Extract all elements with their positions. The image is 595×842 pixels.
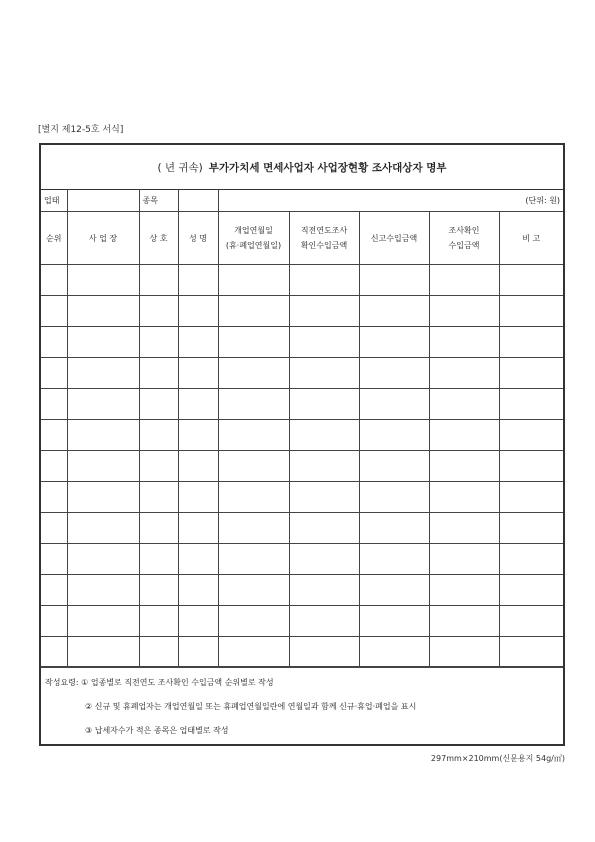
table-cell[interactable] xyxy=(289,637,359,668)
table-cell[interactable] xyxy=(41,575,67,606)
table-cell[interactable] xyxy=(359,420,429,451)
register-form xyxy=(39,143,565,746)
table-cell[interactable] xyxy=(289,296,359,327)
table-cell[interactable] xyxy=(41,606,67,637)
table-cell[interactable] xyxy=(289,575,359,606)
table-cell[interactable] xyxy=(289,513,359,544)
table-cell[interactable] xyxy=(178,482,218,513)
table-cell[interactable] xyxy=(67,575,139,606)
table-cell[interactable] xyxy=(178,389,218,420)
table-cell[interactable] xyxy=(429,451,499,482)
table-row xyxy=(41,606,563,637)
table-body xyxy=(41,265,563,668)
col-name: 성 명 xyxy=(178,212,218,265)
table-cell[interactable] xyxy=(499,327,563,358)
table-cell[interactable] xyxy=(429,513,499,544)
table-row xyxy=(41,420,563,451)
table-row xyxy=(41,513,563,544)
table-cell[interactable] xyxy=(289,482,359,513)
table-cell[interactable] xyxy=(41,482,67,513)
table-cell[interactable] xyxy=(41,544,67,575)
table-cell[interactable] xyxy=(499,389,563,420)
table-cell[interactable] xyxy=(359,544,429,575)
table-cell[interactable] xyxy=(139,544,178,575)
form-label: [별지 제12-5호 서식] xyxy=(38,125,124,135)
table-cell[interactable] xyxy=(289,606,359,637)
table-cell[interactable] xyxy=(359,637,429,668)
table-cell[interactable] xyxy=(67,420,139,451)
table-cell[interactable] xyxy=(218,389,289,420)
table-cell[interactable] xyxy=(178,358,218,389)
paper-spec: 297mm×210mm(신문용지 54g/㎡) xyxy=(430,754,565,763)
col-remarks: 비 고 xyxy=(499,212,563,265)
col-business-place: 사 업 장 xyxy=(67,212,139,265)
table-cell[interactable] xyxy=(41,420,67,451)
table-cell[interactable] xyxy=(178,327,218,358)
table-cell[interactable] xyxy=(218,327,289,358)
table-cell[interactable] xyxy=(41,637,67,668)
col-confirmed-income: 조사확인 수입금액 xyxy=(429,212,499,265)
col-trade-name: 상 호 xyxy=(139,212,178,265)
table-cell[interactable] xyxy=(499,265,563,296)
table-cell[interactable] xyxy=(359,296,429,327)
table-cell[interactable] xyxy=(289,358,359,389)
table-cell[interactable] xyxy=(289,420,359,451)
title-main: 부가가치세 면세사업자 사업장현황 조사대상자 명부 xyxy=(208,161,447,174)
table-row xyxy=(41,389,563,420)
table-cell[interactable] xyxy=(178,420,218,451)
table-row xyxy=(41,265,563,296)
table-cell[interactable] xyxy=(429,358,499,389)
table-cell[interactable] xyxy=(218,544,289,575)
table-cell[interactable] xyxy=(139,265,178,296)
table-cell[interactable] xyxy=(289,451,359,482)
table-cell[interactable] xyxy=(218,637,289,668)
table-cell[interactable] xyxy=(218,451,289,482)
table-cell[interactable] xyxy=(429,389,499,420)
table-cell[interactable] xyxy=(218,575,289,606)
table-cell[interactable] xyxy=(499,544,563,575)
instruction-2: ② 신규 및 휴폐업자는 개업연월일 또는 휴폐업연월일란에 연월일과 함께 신규·휴업·폐업을 표시 xyxy=(85,702,417,711)
table-cell[interactable] xyxy=(67,544,139,575)
table-cell[interactable] xyxy=(289,265,359,296)
table-row xyxy=(41,451,563,482)
table-cell[interactable] xyxy=(139,513,178,544)
table-cell[interactable] xyxy=(67,513,139,544)
table-cell[interactable] xyxy=(218,513,289,544)
table-cell[interactable] xyxy=(67,389,139,420)
table-cell[interactable] xyxy=(499,296,563,327)
unit-label: (단위: 원) xyxy=(218,189,563,212)
table-cell[interactable] xyxy=(499,606,563,637)
table-cell[interactable] xyxy=(289,544,359,575)
table-row xyxy=(41,544,563,575)
table-cell[interactable] xyxy=(289,327,359,358)
table-cell[interactable] xyxy=(139,296,178,327)
table-cell[interactable] xyxy=(359,358,429,389)
table-cell[interactable] xyxy=(429,265,499,296)
table-cell[interactable] xyxy=(178,451,218,482)
table-cell[interactable] xyxy=(139,606,178,637)
item-label: 종목 xyxy=(139,189,178,212)
table-cell[interactable] xyxy=(178,575,218,606)
table-cell[interactable] xyxy=(67,637,139,668)
table-cell[interactable] xyxy=(139,327,178,358)
table-cell[interactable] xyxy=(139,451,178,482)
table-cell[interactable] xyxy=(67,358,139,389)
table-cell[interactable] xyxy=(218,482,289,513)
table-cell[interactable] xyxy=(178,296,218,327)
col-rank: 순위 xyxy=(41,212,67,265)
form-title xyxy=(41,145,563,190)
table-cell[interactable] xyxy=(499,637,563,668)
table-row xyxy=(41,482,563,513)
table-cell[interactable] xyxy=(67,451,139,482)
table-cell[interactable] xyxy=(499,482,563,513)
table-cell[interactable] xyxy=(67,296,139,327)
table-cell[interactable] xyxy=(429,544,499,575)
table-cell[interactable] xyxy=(499,420,563,451)
col-reported-income: 신고수입금액 xyxy=(359,212,429,265)
item-value[interactable] xyxy=(178,189,218,212)
table-cell[interactable] xyxy=(218,420,289,451)
table-cell[interactable] xyxy=(41,451,67,482)
table-cell[interactable] xyxy=(359,482,429,513)
table-cell[interactable] xyxy=(359,389,429,420)
table-cell[interactable] xyxy=(67,606,139,637)
table-cell[interactable] xyxy=(139,389,178,420)
table-cell[interactable] xyxy=(289,389,359,420)
table-cell[interactable] xyxy=(429,420,499,451)
industry-label: 업태 xyxy=(41,189,67,212)
table-cell[interactable] xyxy=(139,420,178,451)
table-cell[interactable] xyxy=(218,265,289,296)
col-open-date: 개업연월일 (휴·폐업연월일) xyxy=(218,212,289,265)
table-cell[interactable] xyxy=(429,482,499,513)
table-cell[interactable] xyxy=(429,575,499,606)
table-cell[interactable] xyxy=(41,358,67,389)
table-cell[interactable] xyxy=(41,389,67,420)
table-cell[interactable] xyxy=(139,637,178,668)
table-cell[interactable] xyxy=(139,358,178,389)
register-table xyxy=(41,189,563,668)
table-row xyxy=(41,575,563,606)
table-cell[interactable] xyxy=(67,482,139,513)
table-row xyxy=(41,637,563,668)
info-row xyxy=(41,189,563,212)
table-cell[interactable] xyxy=(67,265,139,296)
table-cell[interactable] xyxy=(429,606,499,637)
table-cell[interactable] xyxy=(178,513,218,544)
table-cell[interactable] xyxy=(139,575,178,606)
header-row xyxy=(41,212,563,265)
table-cell[interactable] xyxy=(429,296,499,327)
table-row xyxy=(41,327,563,358)
table-cell[interactable] xyxy=(41,513,67,544)
table-cell[interactable] xyxy=(178,606,218,637)
table-cell[interactable] xyxy=(429,637,499,668)
table-cell[interactable] xyxy=(139,482,178,513)
table-cell[interactable] xyxy=(218,606,289,637)
table-cell[interactable] xyxy=(359,606,429,637)
table-cell[interactable] xyxy=(218,296,289,327)
table-cell[interactable] xyxy=(499,575,563,606)
table-row xyxy=(41,296,563,327)
table-cell[interactable] xyxy=(41,296,67,327)
industry-value[interactable] xyxy=(67,189,139,212)
table-cell[interactable] xyxy=(178,544,218,575)
instructions xyxy=(41,666,563,747)
table-cell[interactable] xyxy=(499,358,563,389)
instruction-1: 작성요령: ① 업종별로 직전연도 조사확인 수입금액 순위별로 작성 xyxy=(45,678,274,687)
title-year-prefix: ( 년 귀속) xyxy=(157,161,203,174)
table-cell[interactable] xyxy=(359,513,429,544)
table-cell[interactable] xyxy=(178,637,218,668)
table-cell[interactable] xyxy=(41,327,67,358)
table-cell[interactable] xyxy=(218,358,289,389)
table-cell[interactable] xyxy=(429,327,499,358)
table-cell[interactable] xyxy=(359,451,429,482)
table-cell[interactable] xyxy=(499,513,563,544)
instruction-3: ③ 납세자수가 적은 종목은 업태별로 작성 xyxy=(85,726,229,735)
table-cell[interactable] xyxy=(359,575,429,606)
table-cell[interactable] xyxy=(359,265,429,296)
table-row xyxy=(41,358,563,389)
table-cell[interactable] xyxy=(178,265,218,296)
table-cell[interactable] xyxy=(499,451,563,482)
table-cell[interactable] xyxy=(67,327,139,358)
table-cell[interactable] xyxy=(359,327,429,358)
table-cell[interactable] xyxy=(41,265,67,296)
col-prev-year-income: 직전연도조사 확인수입금액 xyxy=(289,212,359,265)
